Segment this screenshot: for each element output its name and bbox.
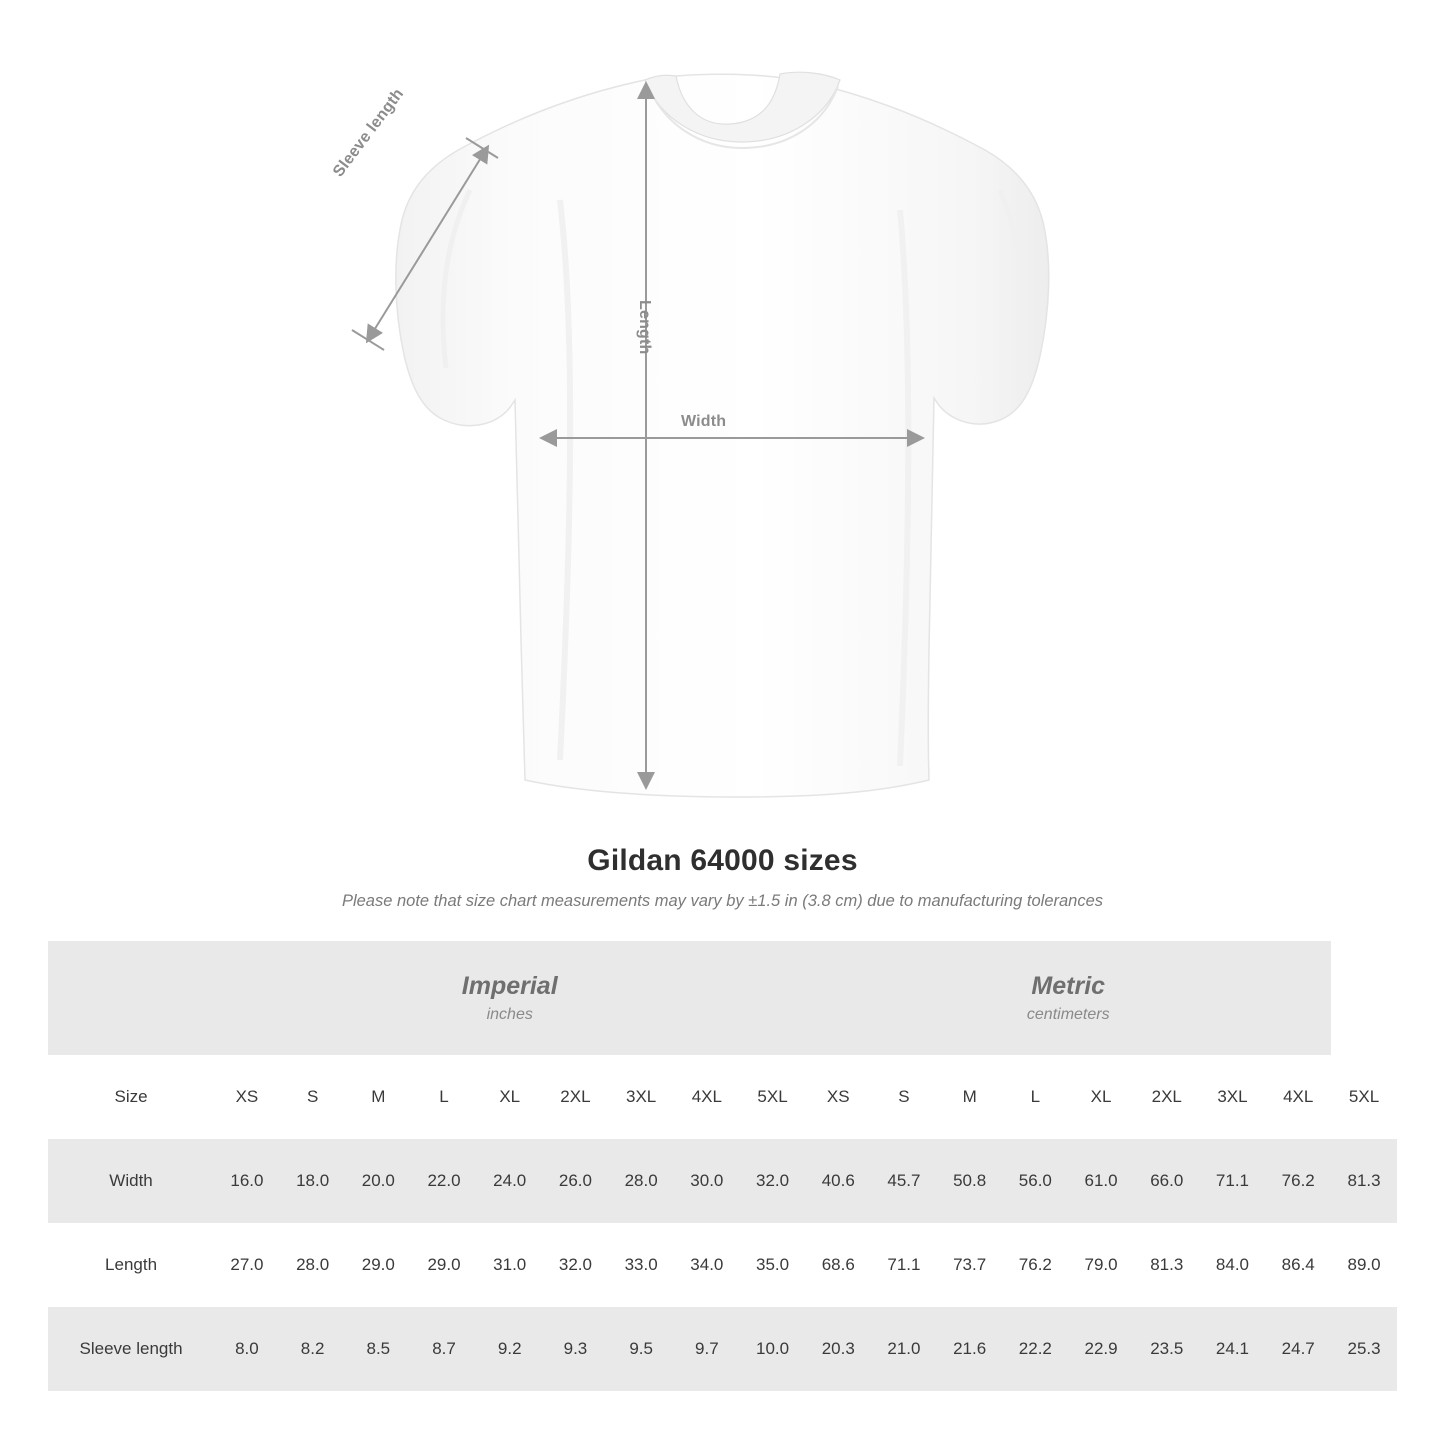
size-col-17: 5XL <box>1348 1087 1380 1106</box>
sleeve-4: 9.2 <box>477 1307 543 1391</box>
size-col-10: S <box>898 1087 910 1106</box>
row-label-length: Length <box>48 1223 214 1307</box>
sleeve-10: 21.0 <box>871 1307 937 1391</box>
width-7: 30.0 <box>674 1139 740 1223</box>
length-3: 29.0 <box>411 1223 477 1307</box>
width-5: 26.0 <box>543 1139 609 1223</box>
unit-header-row <box>48 941 1397 1055</box>
width-9: 40.6 <box>805 1139 871 1223</box>
width-4: 24.0 <box>477 1139 543 1223</box>
length-17: 89.0 <box>1331 1223 1397 1307</box>
width-1: 18.0 <box>280 1139 346 1223</box>
length-9: 68.6 <box>805 1223 871 1307</box>
sleeve-5: 9.3 <box>543 1307 609 1391</box>
size-col-14: 2XL <box>1151 1087 1182 1106</box>
size-chart-table <box>48 941 1397 1391</box>
sleeve-12: 22.2 <box>1003 1307 1069 1391</box>
width-2: 20.0 <box>345 1139 411 1223</box>
table-row <box>48 1223 1397 1307</box>
length-10: 71.1 <box>871 1223 937 1307</box>
length-1: 28.0 <box>280 1223 346 1307</box>
sleeve-2: 8.5 <box>345 1307 411 1391</box>
sleeve-3: 8.7 <box>411 1307 477 1391</box>
sleeve-8: 10.0 <box>740 1307 806 1391</box>
width-0: 16.0 <box>214 1139 280 1223</box>
sleeve-6: 9.5 <box>608 1307 674 1391</box>
page-title: Gildan 64000 sizes <box>587 844 858 877</box>
size-col-0: XS <box>235 1087 259 1106</box>
size-col-16: 4XL <box>1283 1087 1314 1106</box>
length-0: 27.0 <box>214 1223 280 1307</box>
width-11: 50.8 <box>937 1139 1003 1223</box>
sleeve-1: 8.2 <box>280 1307 346 1391</box>
length-16: 86.4 <box>1265 1223 1331 1307</box>
length-12: 76.2 <box>1003 1223 1069 1307</box>
width-10: 45.7 <box>871 1139 937 1223</box>
table-row <box>48 1307 1397 1391</box>
sleeve-0: 8.0 <box>214 1307 280 1391</box>
sleeve-9: 20.3 <box>805 1307 871 1391</box>
metric-system-label: Metric <box>1031 972 1106 1001</box>
size-col-6: 3XL <box>626 1087 657 1106</box>
length-15: 84.0 <box>1200 1223 1266 1307</box>
length-4: 31.0 <box>477 1223 543 1307</box>
width-15: 71.1 <box>1200 1139 1266 1223</box>
size-chart-container <box>48 941 1397 1391</box>
size-header-row <box>48 1055 1397 1139</box>
size-col-1: S <box>306 1087 319 1106</box>
size-col-7: 4XL <box>691 1087 722 1106</box>
size-col-8: 5XL <box>757 1087 788 1106</box>
size-col-2: M <box>371 1087 386 1106</box>
unit-header-spacer <box>48 941 214 1055</box>
length-8: 35.0 <box>740 1223 806 1307</box>
sleeve-17: 25.3 <box>1331 1307 1397 1391</box>
row-header-size: Size <box>114 1087 148 1106</box>
width-6: 28.0 <box>608 1139 674 1223</box>
length-13: 79.0 <box>1068 1223 1134 1307</box>
sleeve-7: 9.7 <box>674 1307 740 1391</box>
size-col-3: L <box>439 1087 449 1106</box>
length-2: 29.0 <box>345 1223 411 1307</box>
size-col-15: 3XL <box>1217 1087 1248 1106</box>
sleeve-11: 21.6 <box>937 1307 1003 1391</box>
size-col-12: L <box>1030 1087 1041 1106</box>
row-label-sleeve-length: Sleeve length <box>48 1307 214 1391</box>
table-row <box>48 1139 1397 1223</box>
width-13: 61.0 <box>1068 1139 1134 1223</box>
sleeve-15: 24.1 <box>1200 1307 1266 1391</box>
imperial-unit-label: inches <box>486 1005 533 1023</box>
imperial-system-label: Imperial <box>461 972 558 1001</box>
length-6: 33.0 <box>608 1223 674 1307</box>
sleeve-16: 24.7 <box>1265 1307 1331 1391</box>
size-col-5: 2XL <box>560 1087 591 1106</box>
length-label: Length <box>636 300 653 355</box>
sleeve-13: 22.9 <box>1068 1307 1134 1391</box>
width-8: 32.0 <box>740 1139 806 1223</box>
tolerance-note: Please note that size chart measurements may vary by ±1.5 in (3.8 cm) due to manufacturing tolerances <box>341 892 1104 910</box>
unit-header-imperial <box>214 941 805 1055</box>
width-12: 56.0 <box>1003 1139 1069 1223</box>
width-14: 66.0 <box>1134 1139 1200 1223</box>
width-label: Width <box>681 413 727 430</box>
length-5: 32.0 <box>543 1223 609 1307</box>
length-7: 34.0 <box>674 1223 740 1307</box>
sleeve-length-label: Sleeve length <box>330 85 408 181</box>
size-col-11: M <box>962 1087 977 1106</box>
width-3: 22.0 <box>411 1139 477 1223</box>
size-col-13: XL <box>1090 1087 1112 1106</box>
row-label-width: Width <box>48 1139 214 1223</box>
width-16: 76.2 <box>1265 1139 1331 1223</box>
size-col-4: XL <box>499 1087 521 1106</box>
width-17: 81.3 <box>1331 1139 1397 1223</box>
size-col-9: XS <box>826 1087 850 1106</box>
length-14: 81.3 <box>1134 1223 1200 1307</box>
sleeve-14: 23.5 <box>1134 1307 1200 1391</box>
length-11: 73.7 <box>937 1223 1003 1307</box>
metric-unit-label: centimeters <box>1026 1005 1110 1023</box>
unit-header-metric <box>805 941 1331 1055</box>
